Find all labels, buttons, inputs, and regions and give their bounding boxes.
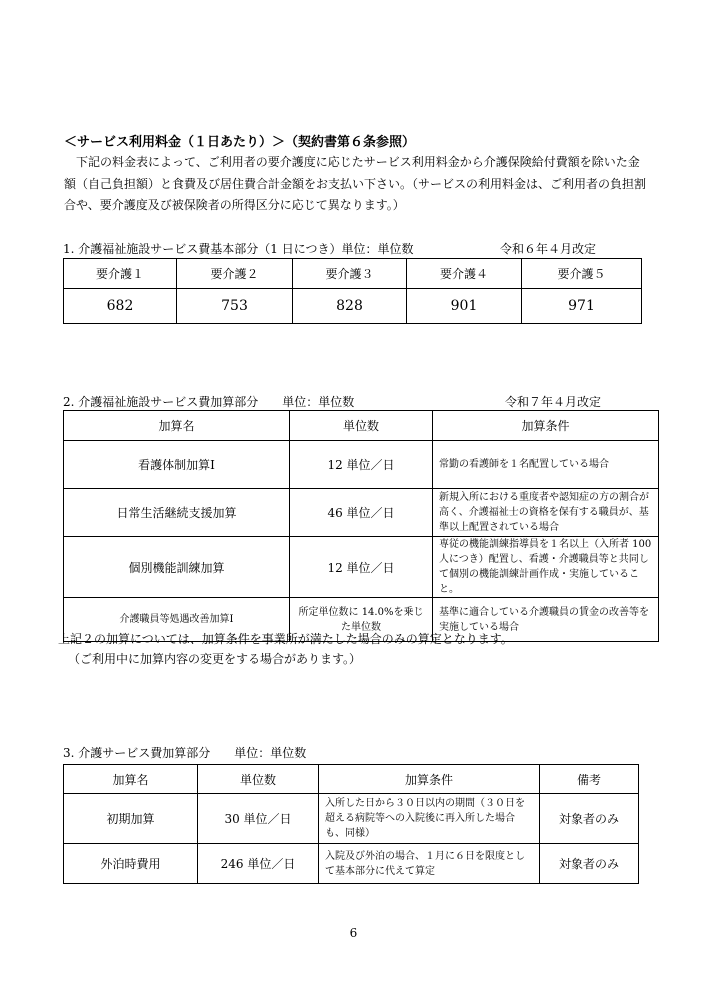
table-header-row xyxy=(64,259,642,289)
section2-note: 上記２の加算については、加算条件を事業所が満たした場合のみの算定となります。 xyxy=(58,632,513,646)
value-cell: 753 xyxy=(177,289,293,324)
table-row xyxy=(64,844,639,884)
table-row xyxy=(64,441,659,489)
section1-title xyxy=(63,240,413,257)
section1-title-text: 1. 介護福祉施設サービス費基本部分（1 日につき）単位：単位数 xyxy=(63,242,414,256)
value-cell: 828 xyxy=(293,289,407,324)
header-cell: 備考 xyxy=(540,765,639,794)
section2-note-sub: （ご利用中に加算内容の変更をする場合があります。） xyxy=(68,652,362,666)
basic-fee-table xyxy=(63,258,642,324)
table-row xyxy=(64,289,642,324)
addition-name: 外泊時費用 xyxy=(64,844,198,884)
section3-title: 3. 介護サービス費加算部分 単位：単位数 xyxy=(63,746,307,760)
header-cell: 要介護３ xyxy=(293,259,407,289)
section1-revision: 令和６年４月改定 xyxy=(500,242,597,256)
addition-units: 246 単位／日 xyxy=(198,844,319,884)
addition-units: 12 単位／日 xyxy=(290,537,433,598)
addition-condition: 入所した日から３０日以内の期間（３０日を超える病院等への入院後に再入所した場合も、同様） xyxy=(319,794,540,844)
addition-name: 初期加算 xyxy=(64,794,198,844)
addition-condition: 新規入所における重度者や認知症の方の割合が高く、介護福祉士の資格を保有する職員が、基準以上配置されている場合 xyxy=(433,489,659,537)
header-cell: 単位数 xyxy=(198,765,319,794)
addition-units: 30 単位／日 xyxy=(198,794,319,844)
intro-text: 下記の料金表によって、ご利用者の要介護度に応じたサービス利用料金から介護保険給付費額を除いた金額（自己負担額）と食費及び居住費合計金額をお支払い下さい。（サービスの利用料金は、ご利用者の負担割合や、要介護度及び被保険者の所得区分に応じて異なります。） xyxy=(64,155,647,212)
addition-condition: 常勤の看護師を１名配置している場合 xyxy=(433,441,659,489)
addition-units: 12 単位／日 xyxy=(290,441,433,489)
table-row xyxy=(64,489,659,537)
header-cell: 加算名 xyxy=(64,765,198,794)
header-cell: 加算名 xyxy=(64,411,290,441)
addition-name: 日常生活継続支援加算 xyxy=(64,489,290,537)
table-header-row xyxy=(64,765,639,794)
section2-title: 2. 介護福祉施設サービス費加算部分 単位：単位数 xyxy=(63,395,355,409)
addition-name: 介護職員等処遇改善加算Ⅰ xyxy=(64,598,290,642)
addition-condition: 基準に適合している介護職員の賃金の改善等を実施している場合 xyxy=(433,598,659,642)
addition-condition: 入院及び外泊の場合、１月に６日を限度として基本部分に代えて算定 xyxy=(319,844,540,884)
addition-remark: 対象者のみ xyxy=(540,794,639,844)
value-cell: 971 xyxy=(522,289,642,324)
table-row xyxy=(64,537,659,598)
addition-fee-table xyxy=(63,410,659,642)
header-cell: 要介護４ xyxy=(407,259,522,289)
page-heading: ＜サービス利用料金（１日あたり）＞（契約書第６条参照） xyxy=(64,135,416,150)
addition-condition: 専従の機能訓練指導員を１名以上（入所者 100 人につき）配置し、看護・介護職員等と共同して個別の機能訓練計画作成・実施していること。 xyxy=(433,537,659,598)
section2-revision: 令和７年４月改定 xyxy=(505,395,602,409)
header-cell: 要介護５ xyxy=(522,259,642,289)
header-cell: 加算条件 xyxy=(319,765,540,794)
header-cell: 要介護２ xyxy=(177,259,293,289)
value-cell: 682 xyxy=(64,289,177,324)
service-addition-table xyxy=(63,764,639,884)
value-cell: 901 xyxy=(407,289,522,324)
page-number: 6 xyxy=(349,926,358,940)
header-cell: 単位数 xyxy=(290,411,433,441)
table-row xyxy=(64,794,639,844)
intro-paragraph xyxy=(64,152,648,217)
table-header-row xyxy=(64,411,659,441)
header-cell: 要介護１ xyxy=(64,259,177,289)
addition-units: 46 単位／日 xyxy=(290,489,433,537)
addition-remark: 対象者のみ xyxy=(540,844,639,884)
addition-name: 個別機能訓練加算 xyxy=(64,537,290,598)
addition-name: 看護体制加算Ⅰ xyxy=(64,441,290,489)
header-cell: 加算条件 xyxy=(433,411,659,441)
addition-units: 所定単位数に 14.0%を乗じた単位数 xyxy=(290,598,433,642)
